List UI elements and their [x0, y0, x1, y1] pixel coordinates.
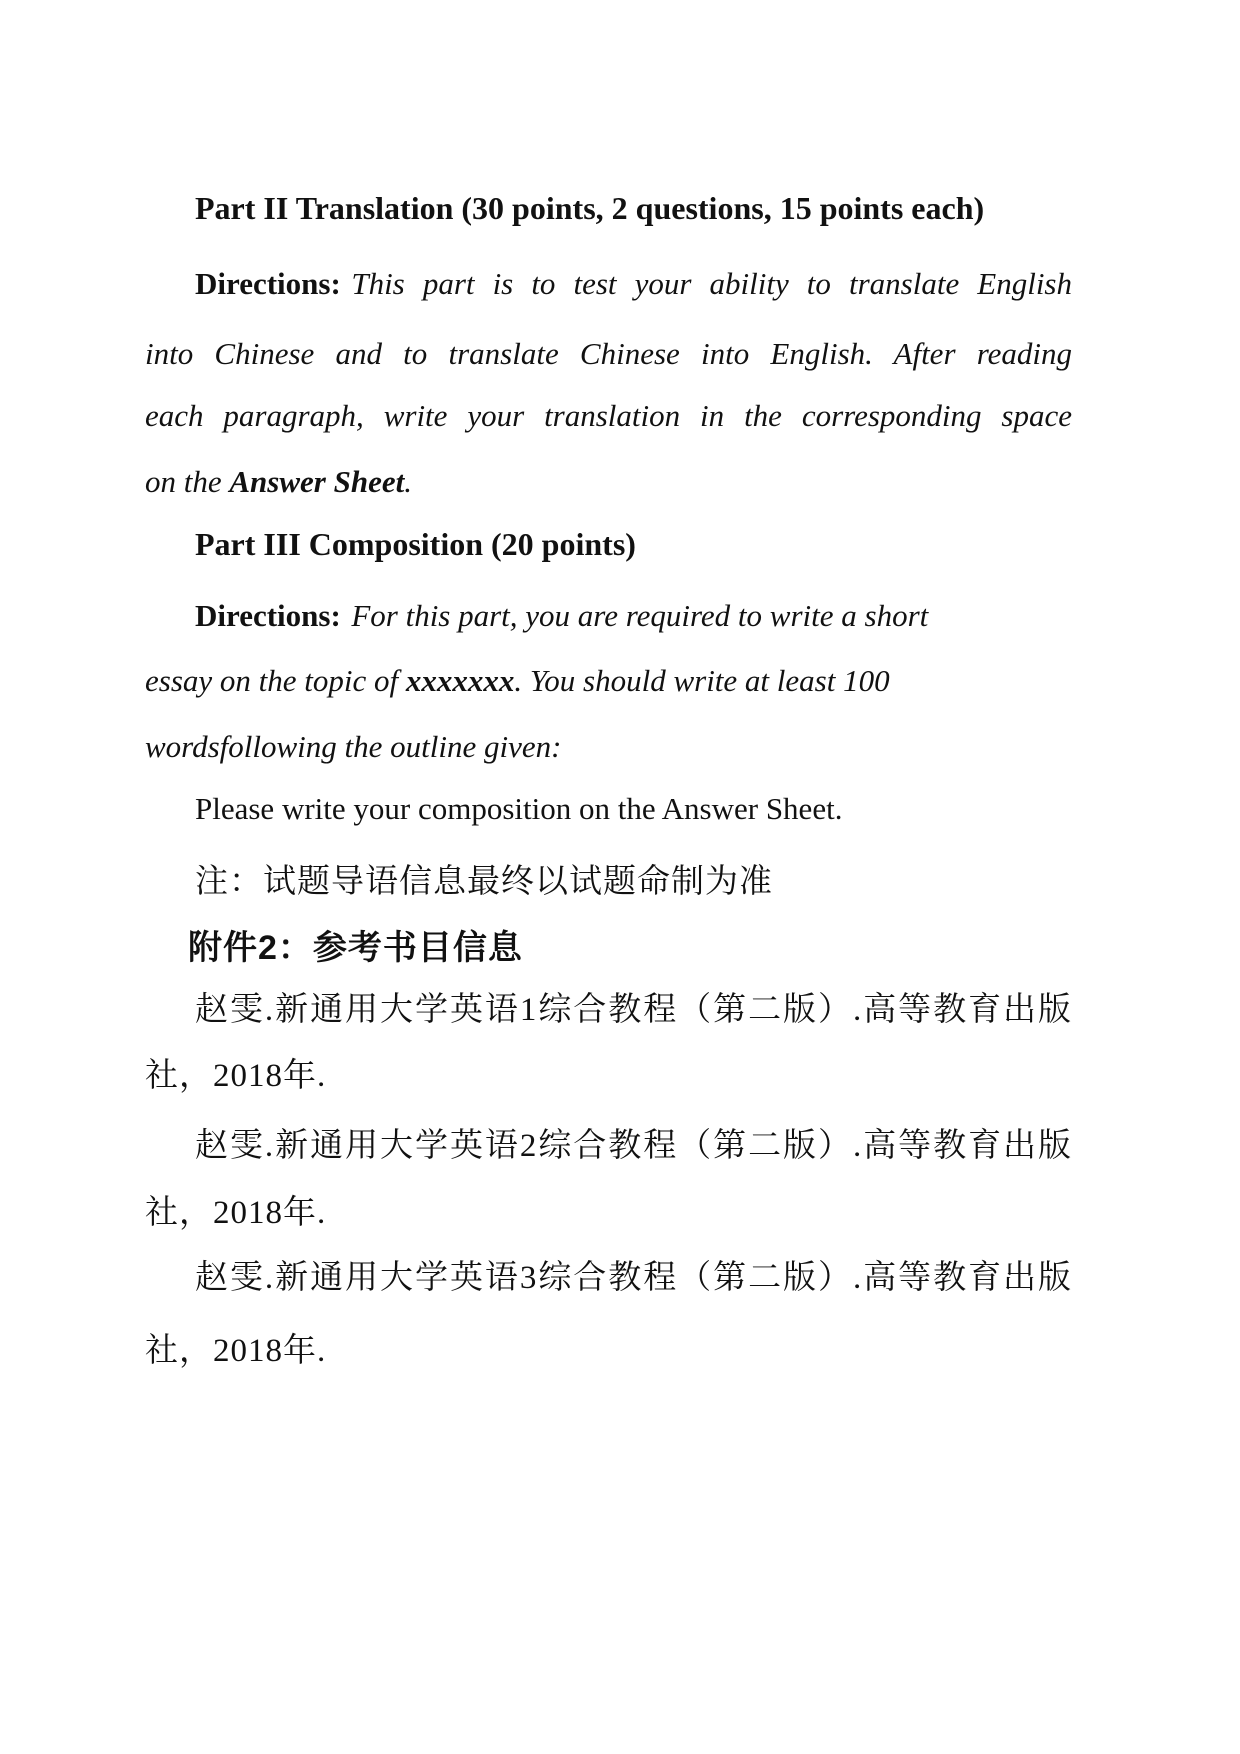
book1-line1: 赵雯.新通用大学英语1综合教程（第二版）.高等教育出版 [195, 992, 1072, 1028]
book2-line1: 赵雯.新通用大学英语2综合教程（第二版）.高等教育出版 [195, 1128, 1072, 1164]
book3-line2: 社，2018年. [145, 1333, 327, 1369]
part2-directions-line1 [195, 264, 1072, 304]
topic-placeholder: xxxxxxx [405, 663, 515, 698]
directions-text: This part is to test your ability to translate English [351, 266, 1072, 301]
book3-line1: 赵雯.新通用大学英语3综合教程（第二版）.高等教育出版 [195, 1260, 1072, 1296]
part2-directions-line4 [145, 462, 412, 502]
part3-heading: Part III Composition (20 points) [195, 526, 636, 562]
line4-pre: on the [145, 464, 230, 499]
part3-directions-line3: wordsfollowing the outline given: [145, 729, 562, 764]
directions-label: Directions: [195, 266, 341, 301]
line4-period: . [404, 464, 412, 499]
directions-label: Directions: [195, 598, 341, 633]
attachment2-heading: 附件2：参考书目信息 [188, 929, 523, 967]
part3-closing-line: Please write your composition on the Answer Sheet. [195, 791, 843, 826]
book1-line2: 社，2018年. [145, 1058, 327, 1094]
line2-post: . You should write at least 100 [514, 663, 890, 698]
part2-directions-line3: each paragraph, write your translation in the corresponding space [145, 398, 1072, 433]
line2-pre: essay on the topic of [145, 663, 406, 698]
part2-heading: Part II Translation (30 points, 2 questions, 15 points each) [195, 190, 985, 226]
cn-note: 注：试题导语信息最终以试题命制为准 [195, 864, 773, 900]
book2-line2: 社，2018年. [145, 1195, 327, 1231]
answer-sheet-emphasis: Answer Sheet [229, 464, 405, 499]
directions-text: For this part, you are required to write a short [351, 598, 929, 633]
part3-directions-line1 [195, 596, 928, 636]
part3-directions-line2 [145, 661, 890, 701]
part2-directions-line2: into Chinese and to translate Chinese into English. After reading [145, 336, 1072, 371]
